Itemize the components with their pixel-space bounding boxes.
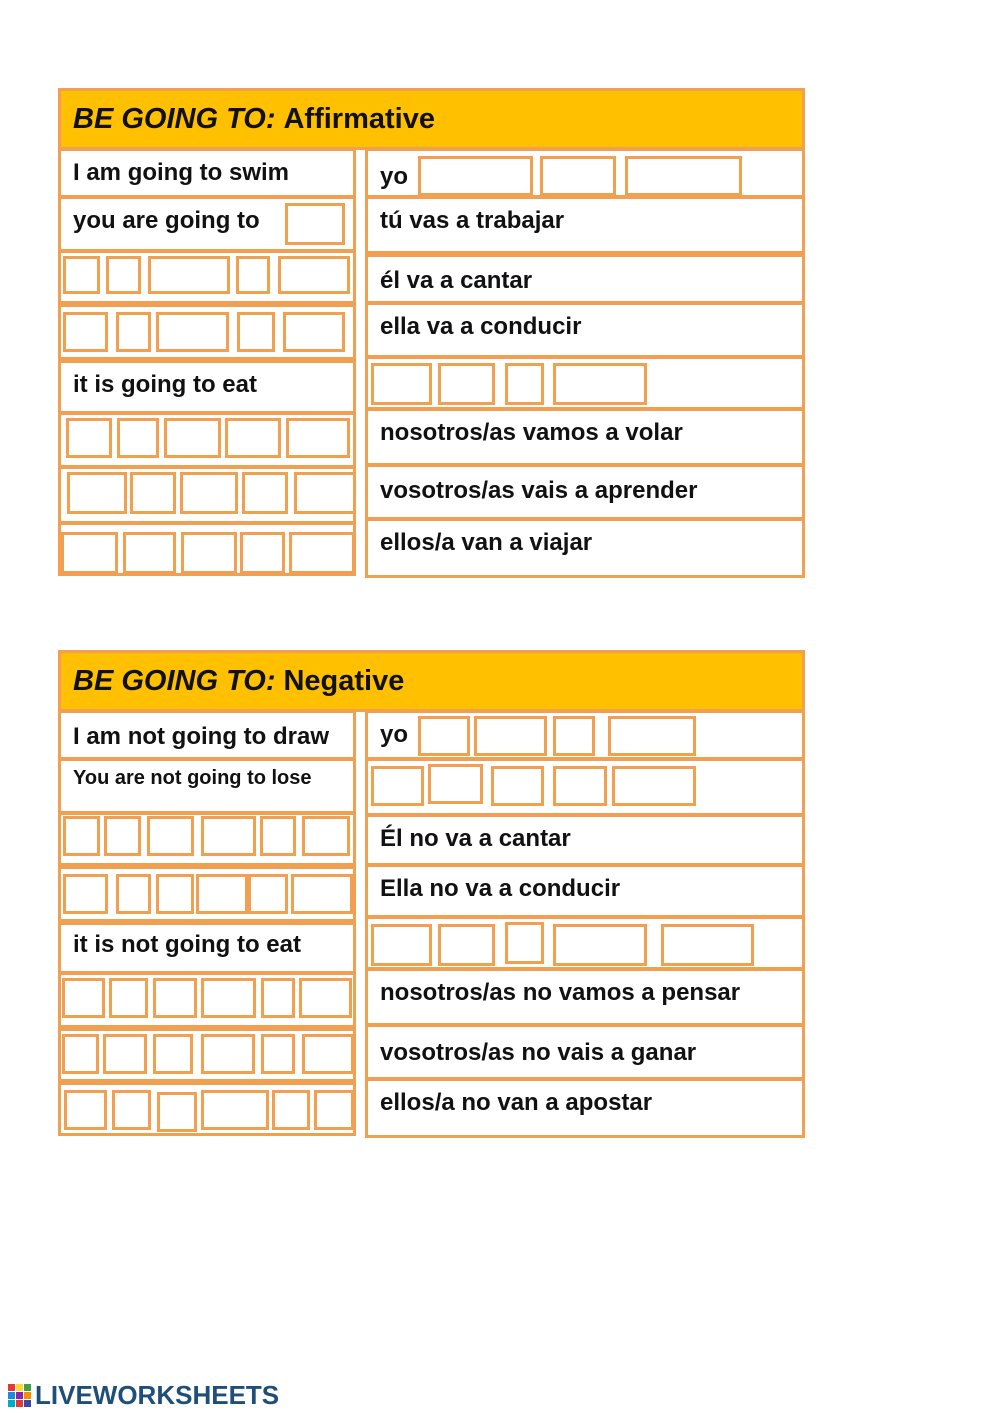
logo-square — [16, 1392, 23, 1399]
answer-box[interactable] — [103, 1034, 147, 1074]
answer-box[interactable] — [242, 472, 288, 514]
affirmative-header — [58, 88, 805, 150]
aff-right-row3-text: él va a cantar — [380, 267, 533, 294]
answer-box[interactable] — [283, 312, 345, 352]
aff-right-row1-text: yo — [380, 163, 409, 190]
negative-header — [58, 650, 805, 712]
answer-box[interactable] — [505, 363, 544, 405]
answer-box[interactable] — [157, 1092, 197, 1132]
answer-box[interactable] — [272, 1090, 310, 1130]
neg-right-row7 — [365, 1024, 805, 1080]
answer-box[interactable] — [540, 156, 616, 196]
answer-box[interactable] — [180, 472, 238, 514]
answer-box[interactable] — [248, 874, 288, 914]
logo-square — [24, 1384, 31, 1391]
answer-box[interactable] — [156, 874, 194, 914]
answer-box[interactable] — [418, 156, 533, 196]
neg-right-row6 — [365, 968, 805, 1026]
answer-box[interactable] — [62, 978, 105, 1018]
header-title-em: BE GOING TO: — [73, 102, 276, 135]
answer-box[interactable] — [201, 1034, 255, 1074]
answer-box[interactable] — [661, 924, 754, 966]
answer-box[interactable] — [153, 978, 197, 1018]
answer-box[interactable] — [116, 874, 151, 914]
aff-left-row2-text: you are going to — [73, 207, 260, 234]
neg-left-row1-text: I am not going to draw — [73, 723, 329, 750]
answer-box[interactable] — [156, 312, 229, 352]
answer-box[interactable] — [261, 978, 295, 1018]
neg-right-row8-text: ellos/a no van a apostar — [380, 1089, 653, 1116]
answer-box[interactable] — [181, 532, 237, 574]
answer-box[interactable] — [291, 874, 353, 914]
logo-square — [8, 1400, 15, 1407]
aff-left-row5 — [58, 360, 356, 414]
aff-left-row1 — [58, 148, 356, 198]
answer-box[interactable] — [553, 716, 595, 756]
answer-box[interactable] — [62, 1034, 99, 1074]
answer-box[interactable] — [278, 256, 350, 294]
aff-right-row4 — [365, 302, 805, 358]
answer-box[interactable] — [371, 924, 432, 966]
answer-box[interactable] — [261, 1034, 295, 1074]
aff-left-row1-text: I am going to swim — [73, 159, 290, 186]
logo-square — [8, 1392, 15, 1399]
answer-box[interactable] — [428, 764, 483, 804]
answer-box[interactable] — [196, 874, 248, 914]
answer-box[interactable] — [314, 1090, 354, 1130]
aff-left-row5-text: it is going to eat — [73, 371, 257, 398]
answer-box[interactable] — [112, 1090, 151, 1130]
answer-box[interactable] — [109, 978, 148, 1018]
answer-box[interactable] — [286, 418, 350, 458]
answer-box[interactable] — [260, 816, 296, 856]
neg-right-row6-text: nosotros/as no vamos a pensar — [380, 979, 741, 1006]
logo-square — [16, 1384, 23, 1391]
answer-box[interactable] — [418, 716, 470, 756]
answer-box[interactable] — [67, 472, 127, 514]
answer-box[interactable] — [201, 816, 256, 856]
answer-box[interactable] — [505, 922, 544, 964]
answer-box[interactable] — [147, 816, 194, 856]
answer-box[interactable] — [236, 256, 270, 294]
answer-box[interactable] — [553, 924, 647, 966]
logo-square — [24, 1392, 31, 1399]
answer-box[interactable] — [612, 766, 696, 806]
answer-box[interactable] — [63, 312, 108, 352]
answer-box[interactable] — [285, 203, 345, 245]
answer-box[interactable] — [491, 766, 544, 806]
neg-right-row1-text: yo — [380, 721, 409, 748]
aff-right-row6 — [365, 408, 805, 466]
logo-square — [16, 1400, 23, 1407]
answer-box[interactable] — [66, 418, 112, 458]
aff-right-row3 — [365, 254, 805, 304]
liveworksheets-footer — [8, 1380, 279, 1410]
answer-box[interactable] — [240, 532, 285, 574]
answer-box[interactable] — [553, 363, 647, 405]
neg-right-row3-text: Él no va a cantar — [380, 825, 571, 852]
aff-right-row8-text: ellos/a van a viajar — [380, 529, 593, 556]
answer-box[interactable] — [123, 532, 176, 574]
answer-box[interactable] — [294, 472, 356, 514]
answer-box[interactable] — [438, 924, 495, 966]
logo-square — [8, 1384, 15, 1391]
answer-box[interactable] — [438, 363, 495, 405]
aff-right-row2-text: tú vas a trabajar — [380, 207, 565, 234]
answer-box[interactable] — [371, 766, 424, 806]
answer-box[interactable] — [63, 816, 100, 856]
answer-box[interactable] — [289, 532, 355, 574]
answer-box[interactable] — [201, 978, 256, 1018]
neg-left-row5-text: it is not going to eat — [73, 931, 301, 958]
answer-box[interactable] — [225, 418, 281, 458]
answer-box[interactable] — [104, 816, 141, 856]
answer-box[interactable] — [237, 312, 275, 352]
answer-box[interactable] — [64, 1090, 107, 1130]
neg-right-row7-text: vosotros/as no vais a ganar — [380, 1039, 697, 1066]
neg-right-row3 — [365, 814, 805, 866]
answer-box[interactable] — [117, 418, 159, 458]
neg-right-row4-text: Ella no va a conducir — [380, 875, 621, 902]
aff-right-row8 — [365, 518, 805, 578]
answer-box[interactable] — [116, 312, 151, 352]
neg-right-row4 — [365, 864, 805, 918]
aff-right-row4-text: ella va a conducir — [380, 313, 582, 340]
answer-box[interactable] — [153, 1034, 193, 1074]
answer-box[interactable] — [148, 256, 230, 294]
neg-right-row8 — [365, 1078, 805, 1138]
answer-box[interactable] — [299, 978, 352, 1018]
answer-box[interactable] — [302, 1034, 354, 1074]
answer-box[interactable] — [474, 716, 547, 756]
answer-box[interactable] — [608, 716, 696, 756]
answer-box[interactable] — [371, 363, 432, 405]
answer-box[interactable] — [63, 874, 108, 914]
neg-left-row2-text: You are not going to lose — [73, 767, 312, 789]
answer-box[interactable] — [164, 418, 221, 458]
header-title-em: BE GOING TO: — [73, 664, 276, 697]
aff-right-row7 — [365, 464, 805, 520]
logo-square — [24, 1400, 31, 1407]
neg-left-row1 — [58, 710, 356, 760]
answer-box[interactable] — [553, 766, 607, 806]
answer-box[interactable] — [625, 156, 742, 196]
answer-box[interactable] — [106, 256, 141, 294]
aff-right-row7-text: vosotros/as vais a aprender — [380, 477, 698, 504]
answer-box[interactable] — [130, 472, 176, 514]
answer-box[interactable] — [201, 1090, 269, 1130]
header-title-rest: Negative — [283, 664, 405, 697]
header-title-rest: Affirmative — [283, 102, 435, 135]
footer-brand: LIVEWORKSHEETS — [35, 1379, 280, 1410]
liveworksheets-logo-icon — [8, 1384, 31, 1407]
aff-right-row2 — [365, 196, 805, 254]
aff-right-row6-text: nosotros/as vamos a volar — [380, 419, 683, 446]
answer-box[interactable] — [302, 816, 350, 856]
answer-box[interactable] — [63, 256, 100, 294]
neg-left-row2 — [58, 758, 356, 814]
answer-box[interactable] — [61, 532, 118, 574]
neg-left-row5 — [58, 922, 356, 974]
